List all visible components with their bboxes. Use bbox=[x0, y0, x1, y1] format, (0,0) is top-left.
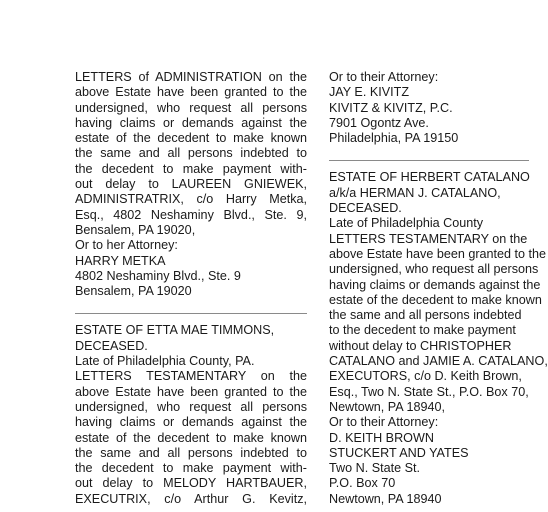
notice-line: undersigned, who request all persons bbox=[75, 399, 307, 414]
notice-line: LETTERS of ADMINISTRATION on the bbox=[75, 70, 307, 84]
notice-line: Esq., Two N. State St., P.O. Box 70, bbox=[329, 384, 529, 399]
notice-line: EXECUTORS, c/o D. Keith Brown, bbox=[329, 369, 522, 384]
notice-line: Bensalem, PA 19020 bbox=[75, 284, 192, 299]
notice-line: having claims or demands against the bbox=[329, 277, 541, 292]
notice-line: having claims or demands against the bbox=[75, 415, 307, 430]
notice-line: Or to their Attorney: bbox=[329, 415, 439, 430]
notice-line: the decedent to make payment with- bbox=[75, 461, 307, 476]
notice-line: the same and all persons indebted to bbox=[75, 146, 307, 161]
notice-heading: ESTATE OF HERBERT CATALANO bbox=[329, 170, 530, 185]
notice-line: EXECUTRIX, c/o Arthur G. Kevitz, bbox=[75, 491, 307, 506]
notice-line: Philadelphia, PA 19150 bbox=[329, 131, 459, 146]
notice-line: the decedent to make payment with- bbox=[75, 161, 307, 176]
left-column bbox=[75, 70, 307, 507]
notice-line: estate of the decedent to make known bbox=[75, 131, 307, 146]
notice-line: 7901 Ogontz Ave. bbox=[329, 115, 429, 130]
notice-line: Bensalem, PA 19020, bbox=[75, 222, 196, 237]
notice-line: to the decedent to make payment bbox=[329, 323, 516, 338]
notice-line: ADMINISTRATRIX, c/o Harry Metka, bbox=[75, 192, 307, 207]
notice-line: above Estate have been granted to the bbox=[75, 384, 307, 399]
notice-line: D. KEITH BROWN bbox=[329, 430, 434, 445]
notice-line: Or to her Attorney: bbox=[75, 238, 178, 253]
notice-line: Late of Philadelphia County, PA. bbox=[75, 354, 255, 369]
notice-line: Or to their Attorney: bbox=[329, 70, 439, 84]
notice-line: estate of the decedent to make known bbox=[75, 430, 307, 445]
notice-divider bbox=[329, 160, 529, 161]
notice-line: without delay to CHRISTOPHER bbox=[329, 338, 512, 353]
notice-line: undersigned, who request all persons bbox=[329, 262, 539, 277]
notice-line: Newtown, PA 18940, bbox=[329, 399, 445, 414]
notice-line: the same and all persons indebted bbox=[329, 308, 522, 323]
notice-line: having claims or demands against the bbox=[75, 115, 307, 130]
notice-line: estate of the decedent to make known bbox=[329, 292, 542, 307]
notice-line: above Estate have been granted to the bbox=[75, 85, 307, 100]
notice-line: out delay to LAUREEN GNIEWEK, bbox=[75, 177, 307, 192]
notice-heading: a/k/a HERMAN J. CATALANO, bbox=[329, 185, 501, 200]
notice-line: Esq., 4802 Neshaminy Blvd., Ste. 9, bbox=[75, 207, 307, 222]
notice-line: KIVITZ & KIVITZ, P.C. bbox=[329, 100, 453, 115]
notice-line: the same and all persons indebted to bbox=[75, 445, 307, 460]
notice-line: Newtown, PA 18940 bbox=[329, 491, 442, 506]
notice-line: HARRY METKA bbox=[75, 253, 166, 268]
notice-line: LETTERS TESTAMENTARY on the bbox=[329, 231, 528, 246]
notice-line: out delay to MELODY HARTBAUER, bbox=[75, 476, 307, 491]
right-column bbox=[329, 70, 548, 507]
notice-line: Late of Philadelphia County bbox=[329, 216, 484, 231]
notice-line: CATALANO and JAMIE A. CATALANO, bbox=[329, 354, 548, 369]
notice-line: 4802 Neshaminy Blvd., Ste. 9 bbox=[75, 268, 241, 283]
notice-line: LETTERS TESTAMENTARY on the bbox=[75, 369, 307, 384]
notice-heading: DECEASED. bbox=[329, 201, 402, 216]
notice-heading: DECEASED. bbox=[75, 338, 148, 353]
notice-line: P.O. Box 70 bbox=[329, 476, 396, 491]
notice-divider bbox=[75, 313, 307, 314]
notice-estate-timmons bbox=[75, 323, 307, 507]
notice-line: undersigned, who request all persons bbox=[75, 100, 307, 115]
notice-line: Two N. State St. bbox=[329, 461, 420, 476]
notice-heading: ESTATE OF ETTA MAE TIMMONS, bbox=[75, 323, 275, 338]
notice-line: STUCKERT AND YATES bbox=[329, 445, 469, 460]
notice-line: JAY E. KIVITZ bbox=[329, 85, 410, 100]
notice-administration-gniewek bbox=[75, 70, 307, 299]
notice-attorney-kivitz bbox=[329, 70, 529, 146]
notice-line: above Estate have been granted to the bbox=[329, 246, 547, 261]
notice-estate-catalano bbox=[329, 170, 548, 507]
